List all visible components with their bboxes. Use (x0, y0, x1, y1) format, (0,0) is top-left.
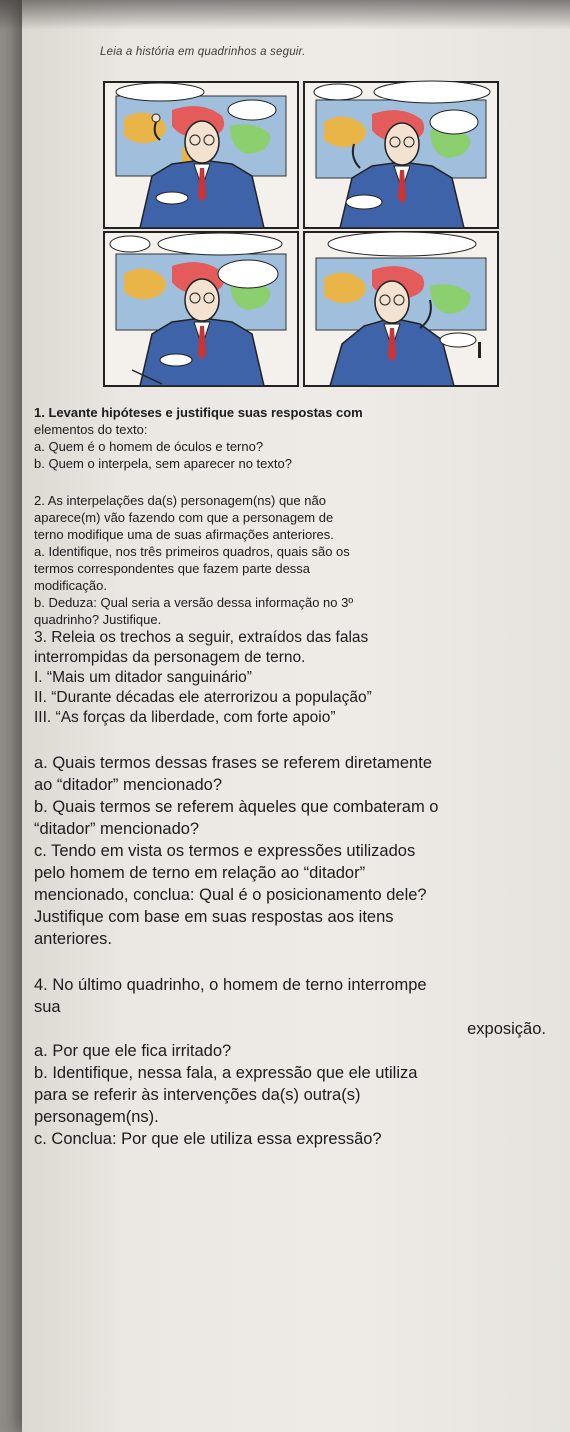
question-1 (34, 404, 546, 472)
q2-prompt-1: 2. As interpelações da(s) personagem(ns) que não (34, 493, 326, 508)
q2-item-b-1: b. Deduza: Qual seria a versão dessa informação no 3º (34, 595, 354, 610)
photo-shadow (0, 0, 570, 30)
q3-prompt-1: 3. Releia os trechos a seguir, extraídos das falas (34, 629, 369, 646)
q1-item-b: b. Quem o interpela, sem aparecer no texto? (34, 456, 292, 471)
q2-item-a-1: a. Identifique, nos três primeiros quadros, quais são os (34, 544, 350, 559)
q2-prompt-3: terno modifique uma de suas afirmações anteriores. (34, 527, 334, 542)
q3-item-c-2: pelo homem de terno em relação ao “ditador” (34, 864, 366, 882)
q3-item-c-4: Justifique com base em suas respostas aos itens (34, 908, 394, 926)
q3-item-b-1: b. Quais termos se referem àqueles que combateram o (34, 798, 439, 816)
q4-item-b-2: para se referir às intervenções da(s) outra(s) (34, 1086, 361, 1104)
comic-panel-3 (104, 232, 298, 386)
question-2 (34, 492, 546, 628)
q2-item-a-2: termos correspondentes que fazem parte dessa (34, 561, 311, 576)
q3-prompt-2: interrompidas da personagem de terno. (34, 649, 306, 666)
q3-item-c-1: c. Tendo em vista os termos e expressões utilizados (34, 842, 416, 860)
comic-panel-2 (304, 81, 498, 228)
q1-item-a: a. Quem é o homem de óculos e terno? (34, 439, 264, 454)
q4-prompt-2b: exposição. (467, 1020, 546, 1038)
q4-item-c: c. Conclua: Por que ele utiliza essa expressão? (34, 1130, 382, 1148)
comic-panel-1 (104, 82, 298, 228)
q3-item-a-1: a. Quais termos dessas frases se referem diretamente (34, 754, 432, 772)
q4-item-b-1: b. Identifique, nessa fala, a expressão que ele utiliza (34, 1064, 418, 1082)
q4-prompt-2: sua (34, 998, 61, 1016)
q4-prompt-1: 4. No último quadrinho, o homem de terno interrompe (34, 976, 427, 994)
q3-excerpt-ii: II. “Durante décadas ele aterrorizou a população” (34, 689, 372, 706)
q1-prompt: 1. Levante hipóteses e justifique suas respostas com (34, 405, 363, 420)
q3-item-b-2: “ditador” mencionado? (34, 820, 200, 838)
instruction-heading: Leia a história em quadrinhos a seguir. (100, 46, 306, 58)
q3-item-a-2: ao “ditador” mencionado? (34, 776, 223, 794)
question-3 (34, 628, 546, 950)
q2-prompt-2: aparece(m) vão fazendo com que a personagem de (34, 510, 334, 525)
comic-panel-4 (304, 232, 498, 386)
q3-item-c-3: mencionado, conclua: Qual é o posicionamento dele? (34, 886, 427, 904)
questions-section (34, 404, 546, 1150)
q2-item-b-2: quadrinho? Justifique. (34, 612, 162, 627)
q3-excerpt-iii: III. “As forças da liberdade, com forte apoio” (34, 709, 336, 726)
comic-strip (102, 78, 502, 392)
q3-item-c-5: anteriores. (34, 930, 112, 948)
question-4 (34, 974, 546, 1150)
q3-excerpt-i: I. “Mais um ditador sanguinário” (34, 669, 252, 686)
q1-prompt-cont: elementos do texto: (34, 422, 148, 437)
q4-item-b-3: personagem(ns). (34, 1108, 159, 1126)
q4-item-a: a. Por que ele fica irritado? (34, 1042, 232, 1060)
q2-item-a-3: modificação. (34, 578, 107, 593)
